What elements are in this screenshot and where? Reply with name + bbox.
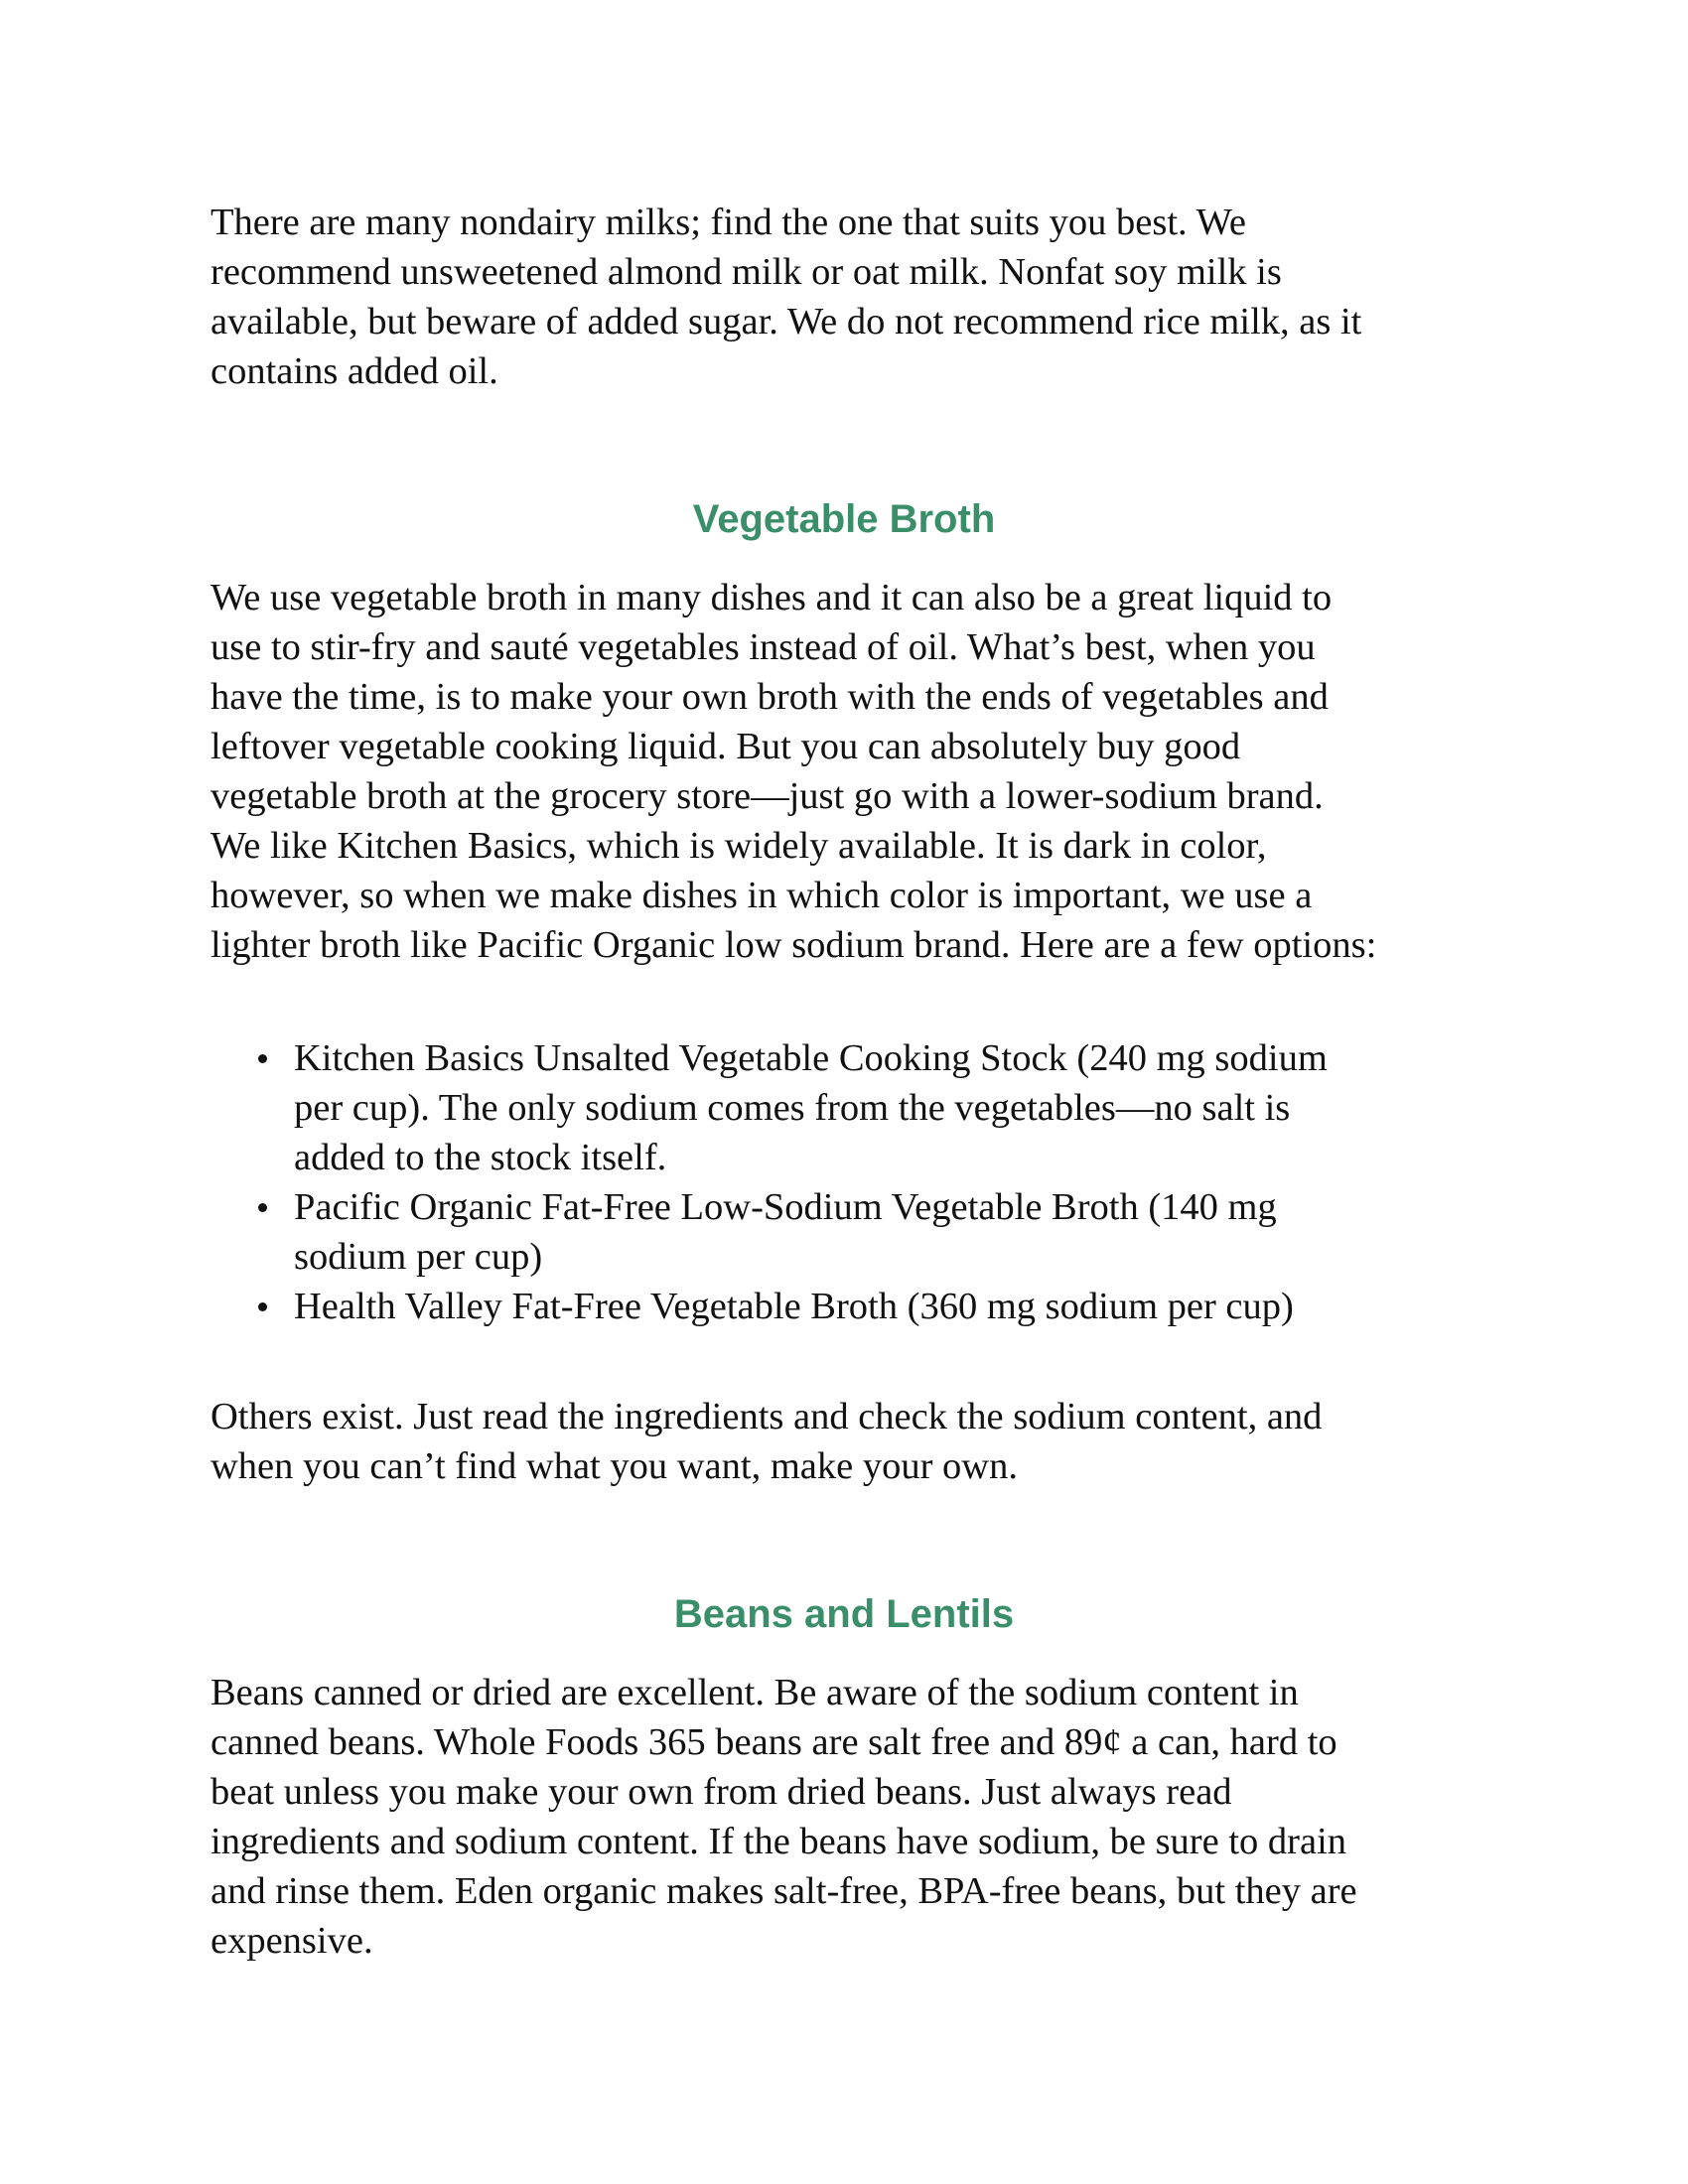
list-item [211, 1033, 1477, 1182]
text-line: sodium per cup) [294, 1236, 543, 1278]
text-line: use to stir-fry and sauté vegetables instead of oil. What’s best, when you [211, 626, 1316, 668]
list-item [211, 1182, 1477, 1282]
text-line: We use vegetable broth in many dishes and it can also be a great liquid to [211, 577, 1333, 618]
text-line: per cup). The only sodium comes from the vegetables—no salt is [294, 1087, 1291, 1129]
text-line: Kitchen Basics Unsalted Vegetable Cooking Stock (240 mg sodium [294, 1037, 1328, 1079]
broth-options-list [211, 1033, 1477, 1331]
text-line: recommend unsweetened almond milk or oat milk. Nonfat soy milk is [211, 251, 1282, 293]
bullet-icon [258, 1203, 267, 1212]
text-line: have the time, is to make your own broth with the ends of vegetables and [211, 676, 1329, 718]
section-heading-vegetable-broth: Vegetable Broth [692, 497, 996, 541]
text-line: beat unless you make your own from dried beans. Just always read [211, 1771, 1232, 1813]
text-line: Others exist. Just read the ingredients and check the sodium content, and [211, 1396, 1323, 1437]
list-item [211, 1282, 1477, 1331]
text-line: leftover vegetable cooking liquid. But you can absolutely buy good [211, 726, 1241, 767]
section-heading-beans-and-lentils: Beans and Lentils [673, 1592, 1015, 1636]
others-paragraph [211, 1392, 1477, 1491]
text-line: when you can’t find what you want, make your own. [211, 1445, 1018, 1487]
broth-paragraph [211, 573, 1477, 970]
intro-paragraph [211, 198, 1477, 396]
text-line: There are many nondairy milks; find the one that suits you best. We [211, 202, 1246, 243]
text-line: and rinse them. Eden organic makes salt-free, BPA-free beans, but they are [211, 1870, 1357, 1912]
beans-paragraph [211, 1668, 1477, 1966]
text-line: vegetable broth at the grocery store—just go with a lower-sodium brand. [211, 775, 1324, 817]
text-line: added to the stock itself. [294, 1137, 667, 1178]
text-line: Health Valley Fat-Free Vegetable Broth (360 mg sodium per cup) [294, 1286, 1294, 1327]
text-line: contains added oil. [211, 350, 498, 392]
text-line: ingredients and sodium content. If the beans have sodium, be sure to drain [211, 1821, 1347, 1862]
text-line: Beans canned or dried are excellent. Be aware of the sodium content in [211, 1672, 1299, 1713]
bullet-icon [258, 1302, 267, 1311]
text-line: however, so when we make dishes in which color is important, we use a [211, 875, 1313, 916]
text-line: available, but beware of added sugar. We do not recommend rice milk, as it [211, 301, 1362, 342]
text-line: lighter broth like Pacific Organic low sodium brand. Here are a few options: [211, 924, 1377, 966]
text-line: Pacific Organic Fat-Free Low-Sodium Vegetable Broth (140 mg [294, 1186, 1277, 1228]
bullet-icon [258, 1054, 267, 1063]
text-line: canned beans. Whole Foods 365 beans are salt free and 89¢ a can, hard to [211, 1721, 1337, 1763]
text-line: We like Kitchen Basics, which is widely available. It is dark in color, [211, 825, 1267, 867]
text-line: expensive. [211, 1920, 373, 1962]
